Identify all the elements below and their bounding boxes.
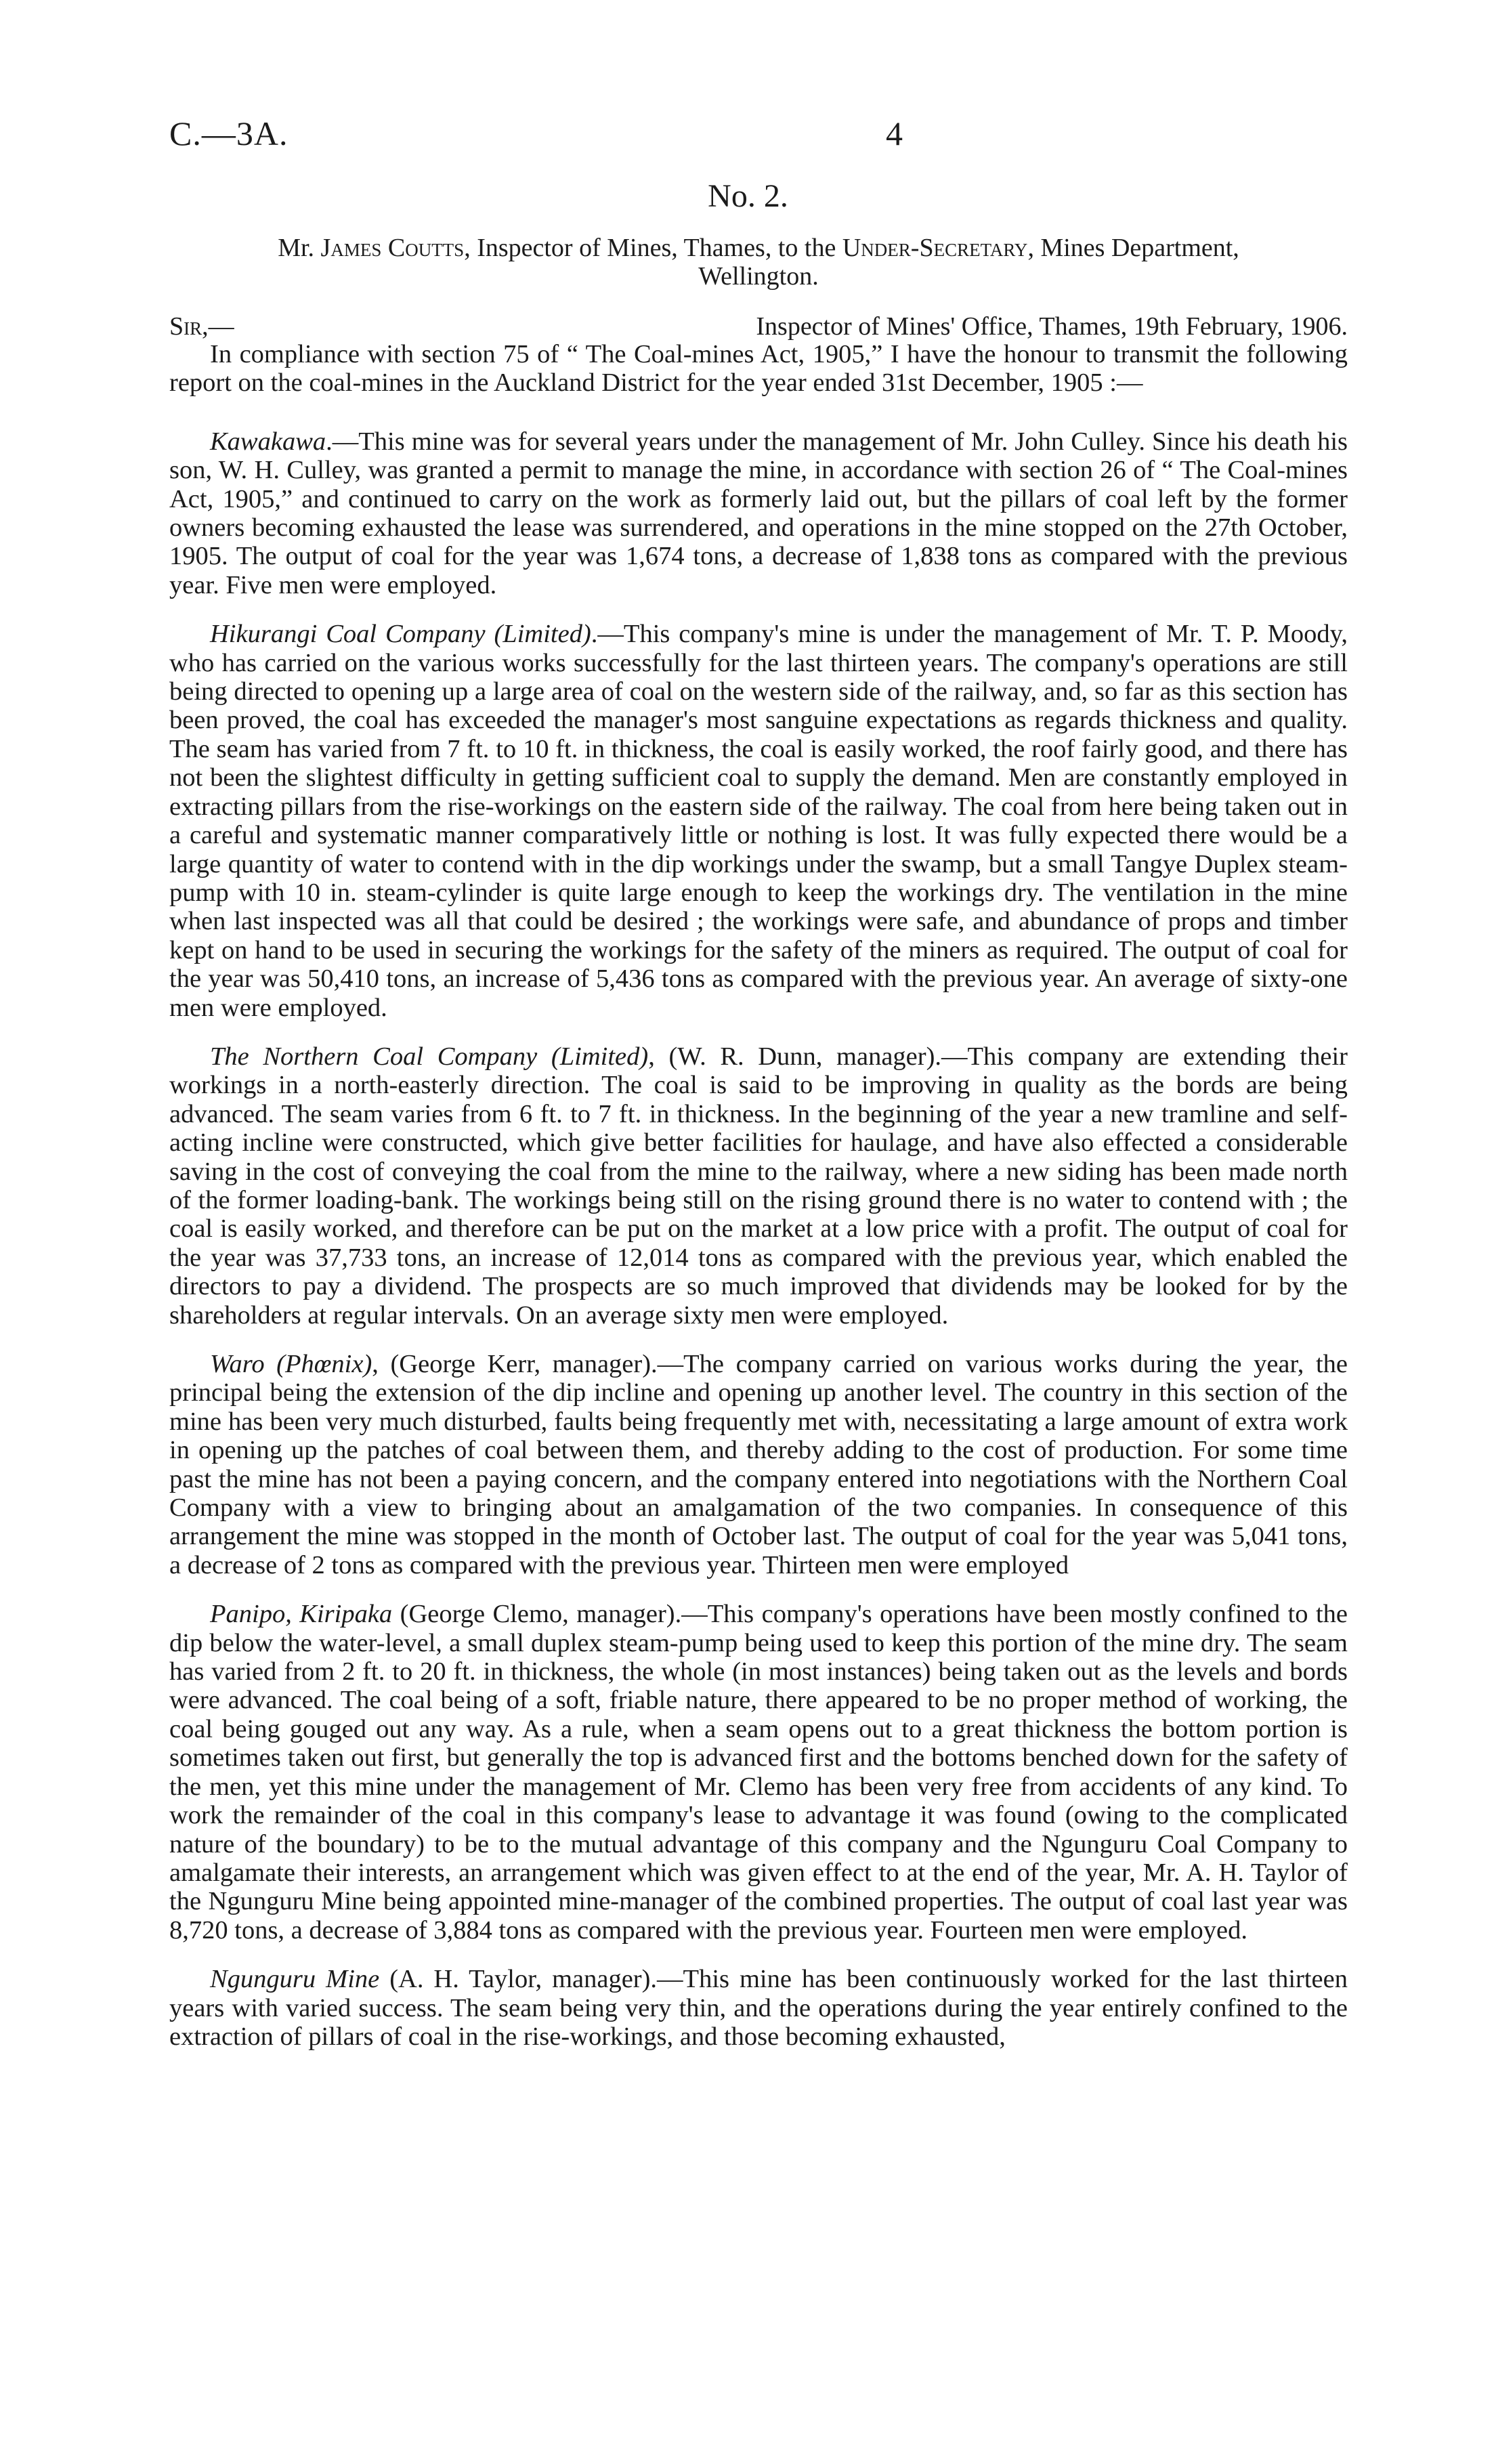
section-text: (George Clemo, manager).—This company's operations have been mostly confined to the dip below the water-level, a small duplex steam-pump being used to keep this portion of the mine dry. The seam has varied from 2 ft. to 20 ft. in thickness, the whole (in most instances) being taken out as the levels and bords were advanced. The coal being of a soft, friable nature, there appeared to be no proper method of working, the coal being gouged out any way. As a rule, when a seam opens out to a great thickness the bottom portion is sometimes taken out first, but generally the top is advanced first and the bottoms benched down for the safety of the men, yet this mine under the management of Mr. Clemo has been very free from accidents of any kind. To work the remainder of the coal in this company's lease to advantage it was found (owing to the complicated nature of the boundary) to be to the mutual advantage of this company and the Ngunguru Coal Company to amalgamate their interests, an arrangement which was given effect to at the end of the year, Mr. A. H. Taylor of the Ngunguru Mine being appointed mine-manager of the combined properties. The output of coal last year was 8,720 tons, a decrease of 3,884 tons as compared with the previous year. Fourteen men were employed. (169, 1600, 1348, 1945)
section-heading: Panipo, Kiripaka (210, 1600, 393, 1629)
section-paragraph-kawakawa (169, 427, 1348, 599)
address-suffix: , Mines Department, (1027, 234, 1239, 262)
office-date-line: Inspector of Mines' Office, Thames, 19th February, 1906. (756, 312, 1348, 341)
section-paragraph-northern (169, 1042, 1348, 1330)
section-heading-detail: (Limited) (485, 620, 591, 649)
section-text: .—This company's mine is under the management of Mr. T. P. Moody, who has carried on the various works successfully for the last thirteen years. The company's operations are still being directed to opening up a large area of coal on the western side of the railway, and, so far as this section has been proved, the coal has exceeded the manager's most sanguine expectations as regards thickness and quality. The seam has varied from 7 ft. to 10 ft. in thickness, the coal is easily worked, the roof fairly good, and there has not been the slightest difficulty in getting sufficient coal to supply the demand. Men are constantly employed in extracting pillars from the rise-workings on the eastern side of the railway. The coal from here being taken out in a careful and systematic manner comparatively little or nothing is lost. It was fully expected there would be a large quantity of water to contend with in the dip workings under the swamp, but a small Tangye Duplex steam-pump with 10 in. steam-cylinder is quite large enough to keep the workings dry. The ventilation in the mine when last inspected was all that could be desired ; the workings were safe, and abundance of props and timber kept on hand to be used in securing the workings for the safety of the miners as required. The output of coal for the year was 50,410 tons, an increase of 5,436 tons as compared with the previous year. An average of sixty-one men were employed. (169, 620, 1348, 1022)
salutation: Sir,— (169, 312, 234, 341)
report-number: No. 2. (708, 178, 788, 214)
section-heading: Hikurangi Coal Company (210, 620, 486, 649)
section-paragraph-ngunguru (169, 1965, 1348, 2051)
address-middle: , Inspector of Mines, Thames, to the (464, 234, 842, 262)
intro-paragraph: In compliance with section 75 of “ The Coal-mines Act, 1905,” I have the honour to transmit the following report on the coal-mines in the Auckland District for the year ended 31st December, 1905 :— (169, 340, 1348, 398)
page-header (169, 114, 1348, 161)
section-heading: Kawakawa (210, 427, 326, 456)
address-line-1 (169, 234, 1348, 262)
section-heading: Waro (210, 1350, 265, 1378)
address-block (169, 234, 1348, 291)
salutation-row (169, 312, 1348, 341)
section-paragraph-panipo (169, 1600, 1348, 1945)
address-prefix: Mr. (278, 234, 321, 262)
report-body (169, 340, 1348, 2051)
section-text: .—This mine was for several years under the management of Mr. John Culley. Since his death his son, W. H. Culley, was granted a permit to manage the mine, in accordance with section 26 of “ The Coal-mines Act, 1905,” and continued to carry on the work as formerly laid out, but the pillars of coal left by the former owners becoming exhausted the lease was surrendered, and operations in the mine stopped on the 27th October, 1905. The output of coal for the year was 1,674 tons, a decrease of 1,838 tons as compared with the previous year. Five men were employed. (169, 427, 1348, 599)
section-paragraph-hikurangi (169, 620, 1348, 1022)
section-text: , (W. R. Dunn, manager).—This company are extending their workings in a north-easterly direction. The coal is said to be improving in quality as the bords are being advanced. The seam varies from 6 ft. to 7 ft. in thickness. In the beginning of the year a new tramline and self-acting incline were constructed, which give better facilities for haulage, and have also effected a considerable saving in the cost of conveying the coal from the mine to the railway, where a new siding has been made north of the former loading-bank. The workings being still on the rising ground there is no water to contend with ; the coal is easily worked, and therefore can be put on the market at a low price with a profit. The output of coal for the year was 37,733 tons, an increase of 12,014 tons as compared with the previous year, which enabled the directors to pay a dividend. The prospects are so much improved that dividends may be looked for by the shareholders at regular intervals. On an average sixty men were employed. (169, 1042, 1348, 1330)
section-heading-detail: (Phœnix) (264, 1350, 372, 1378)
sender-name: James Coutts (320, 234, 465, 262)
document-reference: C.—3A. (169, 114, 288, 152)
address-line-2: Wellington. (698, 262, 819, 291)
section-heading: The Northern Coal Company (210, 1042, 538, 1071)
page-number: 4 (886, 114, 903, 152)
section-text: (A. H. Taylor, manager).—This mine has been continuously worked for the last thirteen years with varied success. The seam being very thin, and the operations during the year entirely confined to the extraction of pillars of coal in the rise-workings, and those becoming exhausted, (169, 1965, 1348, 2051)
section-heading: Ngunguru Mine (210, 1965, 380, 1994)
section-text: , (George Kerr, manager).—The company carried on various works during the year, the principal being the extension of the dip incline and opening up another level. The country in this section of the mine has been very much disturbed, faults being frequently met with, necessitating a large amount of extra work in opening up the patches of coal between them, and thereby adding to the cost of production. For some time past the mine has not been a paying concern, and the company entered into negotiations with the Northern Coal Company with a view to bringing about an amalgamation of the two companies. In consequence of this arrangement the mine was stopped in the month of October last. The output of coal for the year was 5,041 tons, a decrease of 2 tons as compared with the previous year. Thirteen men were employed (169, 1350, 1348, 1579)
recipient-title: Under-Secretary (842, 234, 1028, 262)
section-heading-detail: (Limited) (537, 1042, 649, 1071)
section-paragraph-waro (169, 1350, 1348, 1579)
